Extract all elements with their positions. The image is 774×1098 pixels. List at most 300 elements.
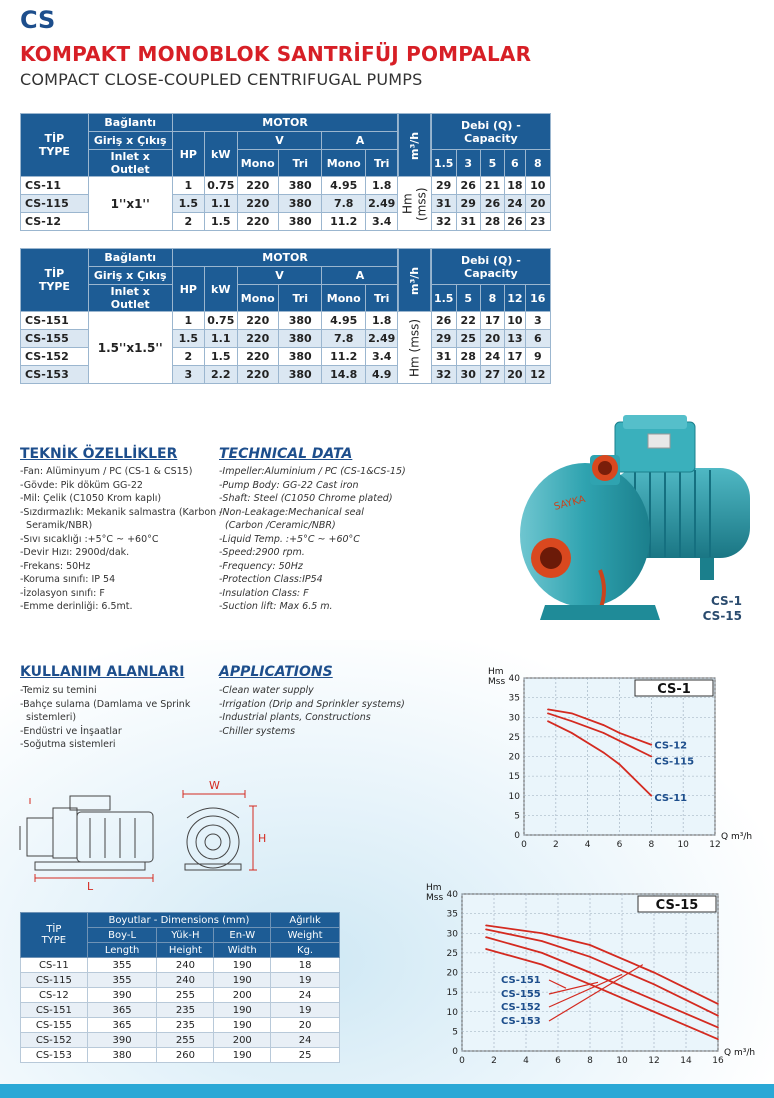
hp-cell: 3 [172, 366, 204, 384]
inlet-cell: 1.5''x1.5'' [88, 312, 172, 384]
data-point [485, 936, 487, 938]
y-axis-label-2: Mss [488, 677, 506, 687]
v-header: V [237, 267, 322, 285]
v-tri-cell: 380 [278, 348, 321, 366]
flow-header: 5 [456, 285, 480, 312]
x-tick-label: 8 [587, 1056, 593, 1066]
list-item: -Impeller:Aluminium / PC (CS-1&CS-15) [219, 466, 406, 477]
v-header: V [237, 132, 322, 150]
a-mono-cell: 14.8 [322, 366, 365, 384]
head-cell: 13 [505, 330, 526, 348]
data-point [717, 1003, 719, 1005]
head-cell: 27 [480, 366, 504, 384]
v-mono-cell: 220 [237, 366, 278, 384]
head-cell: 32 [431, 213, 456, 231]
v-tri-cell: 380 [278, 213, 321, 231]
list-item: -Sızdırmazlık: Mekanik salmastra (Karbon / [20, 506, 223, 518]
model-cell: CS-151 [21, 312, 89, 330]
a-header: A [322, 132, 398, 150]
dim-w-label: W [209, 779, 220, 792]
list-item: -Sıvı sıcaklığı :+5°C ~ +60°C [20, 533, 159, 545]
dim-kg-cell: 19 [271, 973, 340, 988]
y-tick-label: 40 [446, 890, 458, 900]
model-cell: CS-12 [21, 213, 89, 231]
list-item: -Gövde: Pik döküm GG-22 [20, 479, 143, 491]
head-cell: 24 [505, 195, 526, 213]
motor-header: MOTOR [172, 249, 398, 267]
data-point [589, 972, 591, 974]
x-tick-label: 4 [584, 840, 591, 850]
data-point [485, 948, 487, 950]
dim-kg-cell: 19 [271, 1003, 340, 1018]
v-tri-cell: 380 [278, 330, 321, 348]
dimension-drawing [15, 778, 280, 893]
dim-h-cell: 235 [157, 1018, 214, 1033]
chart-title: CS-15 [655, 898, 699, 913]
head-cell: 28 [480, 213, 504, 231]
head-cell: 17 [480, 312, 504, 330]
dim-weight-header: Weight [271, 928, 340, 943]
dim-kg-cell: 24 [271, 988, 340, 1003]
dim-w-cell: 190 [214, 1018, 271, 1033]
dim-type-cell: CS-115 [21, 973, 88, 988]
list-item: -Mil: Çelik (C1050 Krom kaplı) [20, 493, 162, 504]
dim-type-cell: CS-11 [21, 958, 88, 973]
table-row [21, 1048, 340, 1063]
giris-header: Giriş x Çıkış [88, 132, 172, 150]
head-cell: 20 [505, 366, 526, 384]
series-label: CS-115 [654, 756, 695, 768]
dim-type-cell: CS-12 [21, 988, 88, 1003]
y-tick-label: 0 [452, 1047, 458, 1057]
list-item: -Protection Class:IP54 [219, 574, 323, 585]
dim-l-cell: 355 [87, 973, 157, 988]
a-mono-cell: 11.2 [322, 348, 365, 366]
dim-l-cell: 365 [87, 1003, 157, 1018]
series-label: CS-152 [501, 1002, 541, 1013]
head-cell: 31 [431, 348, 456, 366]
tech-heading-en: TECHNICAL DATA [219, 446, 353, 462]
y-tick-label: 30 [446, 929, 458, 940]
dim-w-cell: 190 [214, 1003, 271, 1018]
unit-header: m³/h [398, 249, 431, 312]
hp-cell: 1 [172, 312, 204, 330]
x-tick-label: 12 [709, 840, 721, 850]
dim-l-cell: 390 [87, 1033, 157, 1048]
series-label: CS-153 [501, 1016, 541, 1027]
data-point [603, 732, 605, 734]
title-turkish: KOMPAKT MONOBLOK SANTRİFÜJ POMPALAR [20, 42, 532, 66]
head-cell: 3 [525, 312, 550, 330]
dim-width-header: Width [214, 943, 271, 958]
kw-header: kW [205, 132, 238, 177]
spec-table-cs1 [20, 113, 551, 231]
hp-cell: 2 [172, 213, 204, 231]
v-mono-cell: 220 [237, 177, 278, 195]
head-cell: 26 [505, 213, 526, 231]
dim-w-cell: 190 [214, 973, 271, 988]
head-cell: 10 [525, 177, 550, 195]
data-point [717, 1015, 719, 1017]
v-mono-cell: 220 [237, 330, 278, 348]
tech-heading-tr: TEKNİK ÖZELLİKLER [20, 446, 178, 462]
kw-cell: 1.1 [205, 195, 238, 213]
model-cell: CS-11 [21, 177, 89, 195]
product-code: CS [20, 6, 56, 34]
head-cell: 29 [431, 330, 456, 348]
dim-h-label: H [258, 832, 267, 845]
list-item: -Chiller systems [219, 725, 296, 737]
x-tick-label: 8 [648, 840, 655, 850]
baglanti-header: Bağlantı [88, 114, 172, 132]
data-point [547, 713, 549, 715]
dim-tip-header: TİP TYPE [21, 913, 88, 958]
dim-h-cell: 240 [157, 973, 214, 988]
head-cell: 23 [525, 213, 550, 231]
list-item: -Pump Body: GG-22 Cast iron [219, 479, 359, 491]
list-item: -Non-Leakage:Mechanical seal [219, 506, 364, 518]
apps-list-tr [20, 684, 190, 752]
a-tri-cell: 4.9 [365, 366, 398, 384]
pump-label-cs15: CS-15 [702, 609, 742, 623]
table-row [21, 1003, 340, 1018]
dim-w-cell: 200 [214, 988, 271, 1003]
model-cell: CS-152 [21, 348, 89, 366]
head-cell: 29 [456, 195, 480, 213]
v-tri-header: Tri [278, 150, 321, 177]
x-axis-label: Q m³/h [721, 832, 753, 842]
head-cell: 20 [525, 195, 550, 213]
table-row [21, 973, 340, 988]
kw-cell: 2.2 [205, 366, 238, 384]
y-tick-label: 10 [508, 791, 520, 802]
data-point [547, 720, 549, 722]
pump-brand-text: SAYKA [552, 494, 587, 513]
kw-cell: 0.75 [205, 312, 238, 330]
series-label: CS-12 [654, 740, 688, 752]
head-cell: 26 [456, 177, 480, 195]
series-label: CS-11 [654, 792, 688, 804]
dim-kg-header: Kg. [271, 943, 340, 958]
pump-label-cs1: CS-1 [710, 594, 742, 608]
dim-type-cell: CS-153 [21, 1048, 88, 1063]
a-tri-cell: 1.8 [365, 177, 398, 195]
list-item: (Carbon /Ceramic/NBR) [219, 520, 336, 531]
a-tri-cell: 2.49 [365, 195, 398, 213]
x-tick-label: 14 [680, 1056, 692, 1066]
dim-length-header: Length [87, 943, 157, 958]
flow-header: 12 [505, 285, 526, 312]
motor-header: MOTOR [172, 114, 398, 132]
dim-type-cell: CS-151 [21, 1003, 88, 1018]
head-cell: 29 [431, 177, 456, 195]
a-mono-cell: 4.95 [322, 312, 365, 330]
data-point [653, 972, 655, 974]
dim-en-header: En-W [214, 928, 271, 943]
x-tick-label: 12 [648, 1056, 660, 1066]
dim-l-label: L [87, 880, 94, 893]
dim-yuk-header: Yük-H [157, 928, 214, 943]
v-mono-cell: 220 [237, 213, 278, 231]
data-point [571, 713, 573, 715]
data-point [653, 999, 655, 1001]
list-item: sistemleri) [20, 712, 77, 723]
x-tick-label: 0 [521, 840, 527, 850]
hp-cell: 1.5 [172, 330, 204, 348]
head-cell: 6 [525, 330, 550, 348]
head-cell: 26 [431, 312, 456, 330]
x-tick-label: 6 [616, 840, 623, 850]
v-mono-header: Mono [237, 150, 278, 177]
a-tri-header: Tri [365, 150, 398, 177]
head-cell: 21 [480, 177, 504, 195]
v-mono-cell: 220 [237, 312, 278, 330]
data-point [653, 1011, 655, 1013]
flow-header: 1.5 [431, 285, 456, 312]
y-tick-label: 20 [446, 968, 458, 979]
a-tri-header: Tri [365, 285, 398, 312]
kw-cell: 0.75 [205, 177, 238, 195]
list-item: -Koruma sınıfı: IP 54 [20, 574, 116, 585]
head-cell: 26 [480, 195, 504, 213]
table-row [21, 312, 551, 330]
a-mono-cell: 7.8 [322, 195, 365, 213]
data-point [651, 795, 653, 797]
head-cell: 18 [505, 177, 526, 195]
model-cell: CS-115 [21, 195, 89, 213]
spec-table-cs15 [20, 248, 551, 384]
data-point [571, 720, 573, 722]
y-tick-label: 35 [446, 909, 458, 920]
data-point [619, 732, 621, 734]
a-mono-header: Mono [322, 150, 365, 177]
head-cell: 31 [431, 195, 456, 213]
a-tri-cell: 3.4 [365, 213, 398, 231]
x-tick-label: 4 [523, 1056, 529, 1066]
head-cell: 10 [505, 312, 526, 330]
head-cell: 28 [456, 348, 480, 366]
pump-model-labels [690, 594, 742, 624]
data-point [653, 983, 655, 985]
y-tick-label: 0 [514, 831, 520, 841]
v-tri-cell: 380 [278, 312, 321, 330]
head-cell: 31 [456, 213, 480, 231]
list-item: -Frequency: 50Hz [219, 560, 303, 572]
data-point [485, 929, 487, 931]
y-tick-label: 25 [446, 948, 458, 959]
y-tick-label: 40 [508, 674, 520, 684]
data-point [619, 740, 621, 742]
data-point [547, 709, 549, 711]
chart-cs15 [418, 884, 768, 1074]
dim-h-cell: 235 [157, 1003, 214, 1018]
list-item: -Emme derinliği: 6.5mt. [20, 601, 133, 612]
dim-w-cell: 200 [214, 1033, 271, 1048]
head-cell: 17 [505, 348, 526, 366]
y-axis-label-1: Hm [426, 883, 442, 893]
head-cell: 30 [456, 366, 480, 384]
list-item: -Temiz su temini [20, 685, 97, 696]
v-tri-cell: 380 [278, 177, 321, 195]
x-tick-label: 10 [677, 840, 689, 850]
dim-l-cell: 355 [87, 958, 157, 973]
title-english: COMPACT CLOSE-COUPLED CENTRIFUGAL PUMPS [20, 70, 423, 89]
list-item: -Suction lift: Max 6.5 m. [219, 601, 333, 612]
x-axis-label: Q m³/h [724, 1048, 756, 1058]
kw-header: kW [205, 267, 238, 312]
dim-l-cell: 380 [87, 1048, 157, 1063]
dim-type-cell: CS-152 [21, 1033, 88, 1048]
a-mono-cell: 4.95 [322, 177, 365, 195]
y-axis-label-1: Hm [488, 667, 504, 677]
hp-cell: 1.5 [172, 195, 204, 213]
a-tri-cell: 3.4 [365, 348, 398, 366]
data-point [589, 944, 591, 946]
v-tri-header: Tri [278, 285, 321, 312]
y-tick-label: 15 [446, 988, 458, 999]
dim-kg-cell: 18 [271, 958, 340, 973]
y-axis-label-2: Mss [426, 893, 444, 903]
tip-header: TİP TYPE [21, 249, 89, 312]
model-cell: CS-153 [21, 366, 89, 384]
chart-cs1 [468, 667, 768, 850]
chart-title: CS-1 [657, 682, 691, 697]
dim-w-cell: 190 [214, 958, 271, 973]
list-item: -Bahçe sulama (Damlama ve Sprink [20, 698, 191, 710]
a-mono-cell: 7.8 [322, 330, 365, 348]
v-tri-cell: 380 [278, 195, 321, 213]
footer-band [0, 1084, 774, 1098]
head-cell: 20 [480, 330, 504, 348]
table-row [21, 177, 551, 195]
inlet-header: Inlet x Outlet [88, 285, 172, 312]
list-item: -Shaft: Steel (C1050 Chrome plated) [219, 493, 393, 504]
table-row [21, 1018, 340, 1033]
series-label: CS-151 [501, 975, 541, 986]
dim-agirlik-header: Ağırlık [271, 913, 340, 928]
table-row [21, 1033, 340, 1048]
list-item: -Liquid Temp. :+5°C ~ +60°C [219, 533, 360, 545]
kw-cell: 1.5 [205, 213, 238, 231]
hp-header: HP [172, 132, 204, 177]
kw-cell: 1.5 [205, 348, 238, 366]
data-point [541, 952, 543, 954]
y-tick-label: 35 [508, 693, 520, 704]
y-tick-label: 30 [508, 713, 520, 724]
dim-h-cell: 255 [157, 988, 214, 1003]
tech-list-en [219, 465, 406, 614]
series-label: CS-155 [501, 989, 541, 1000]
list-item: -Fan: Alüminyum / PC (CS-1 & CS15) [20, 466, 193, 477]
x-tick-label: 2 [552, 840, 559, 850]
debi-header: Debi (Q) - Capacity [431, 249, 550, 285]
flow-header: 5 [480, 150, 504, 177]
apps-heading-en: APPLICATIONS [219, 664, 333, 680]
flow-header: 1.5 [431, 150, 456, 177]
y-tick-label: 10 [446, 1007, 458, 1018]
list-item: -Endüstri ve İnşaatlar [20, 725, 122, 737]
data-point [589, 956, 591, 958]
list-item: -İzolasyon sınıfı: F [20, 587, 105, 599]
data-point [603, 724, 605, 726]
list-item: -Insulation Class: F [219, 587, 309, 599]
unit-header: m³/h [398, 114, 431, 177]
hm-cell: Hm (mss) [398, 312, 431, 384]
y-tick-label: 5 [452, 1027, 458, 1038]
dim-w-cell: 190 [214, 1048, 271, 1063]
data-point [651, 756, 653, 758]
data-point [541, 932, 543, 934]
v-mono-cell: 220 [237, 195, 278, 213]
giris-header: Giriş x Çıkış [88, 267, 172, 285]
list-item: -Soğutma sistemleri [20, 739, 116, 750]
a-mono-cell: 11.2 [322, 213, 365, 231]
data-point [541, 940, 543, 942]
head-cell: 24 [480, 348, 504, 366]
data-point [571, 732, 573, 734]
flow-header: 6 [505, 150, 526, 177]
flow-header: 8 [525, 150, 550, 177]
hp-cell: 2 [172, 348, 204, 366]
dim-l-cell: 365 [87, 1018, 157, 1033]
a-mono-header: Mono [322, 285, 365, 312]
debi-header: Debi (Q) - Capacity [431, 114, 550, 150]
data-point [485, 925, 487, 927]
apps-heading-tr: KULLANIM ALANLARI [20, 664, 185, 680]
hp-cell: 1 [172, 177, 204, 195]
dim-h-cell: 240 [157, 958, 214, 973]
baglanti-header: Bağlantı [88, 249, 172, 267]
hp-header: HP [172, 267, 204, 312]
dim-kg-cell: 24 [271, 1033, 340, 1048]
inlet-header: Inlet x Outlet [88, 150, 172, 177]
list-item: -Industrial plants, Constructions [219, 712, 371, 723]
list-item: -Clean water supply [219, 685, 314, 696]
y-tick-label: 20 [508, 752, 520, 763]
hm-cell: Hm (mss) [398, 177, 431, 231]
v-tri-cell: 380 [278, 366, 321, 384]
a-header: A [322, 267, 398, 285]
y-tick-label: 15 [508, 772, 520, 783]
x-tick-label: 16 [712, 1056, 724, 1066]
dim-height-header: Height [157, 943, 214, 958]
list-item: -Devir Hızı: 2900d/dak. [20, 547, 130, 558]
v-mono-header: Mono [237, 285, 278, 312]
x-tick-label: 0 [459, 1056, 465, 1066]
inlet-cell: 1''x1'' [88, 177, 172, 231]
dim-h-cell: 260 [157, 1048, 214, 1063]
head-cell: 22 [456, 312, 480, 330]
data-point [603, 752, 605, 754]
head-cell: 12 [525, 366, 550, 384]
apps-list-en [219, 684, 405, 738]
model-cell: CS-155 [21, 330, 89, 348]
dim-kg-cell: 20 [271, 1018, 340, 1033]
x-tick-label: 6 [555, 1056, 561, 1066]
list-item: -Frekans: 50Hz [20, 560, 91, 572]
data-point [619, 764, 621, 766]
flow-header: 8 [480, 285, 504, 312]
list-item: Seramik/NBR) [20, 520, 93, 531]
tip-header: TİP TYPE [21, 114, 89, 177]
dim-l-cell: 390 [87, 988, 157, 1003]
head-cell: 9 [525, 348, 550, 366]
dim-h-cell: 255 [157, 1033, 214, 1048]
a-tri-cell: 1.8 [365, 312, 398, 330]
data-point [717, 1038, 719, 1040]
tech-list-tr [20, 465, 222, 614]
flow-header: 3 [456, 150, 480, 177]
